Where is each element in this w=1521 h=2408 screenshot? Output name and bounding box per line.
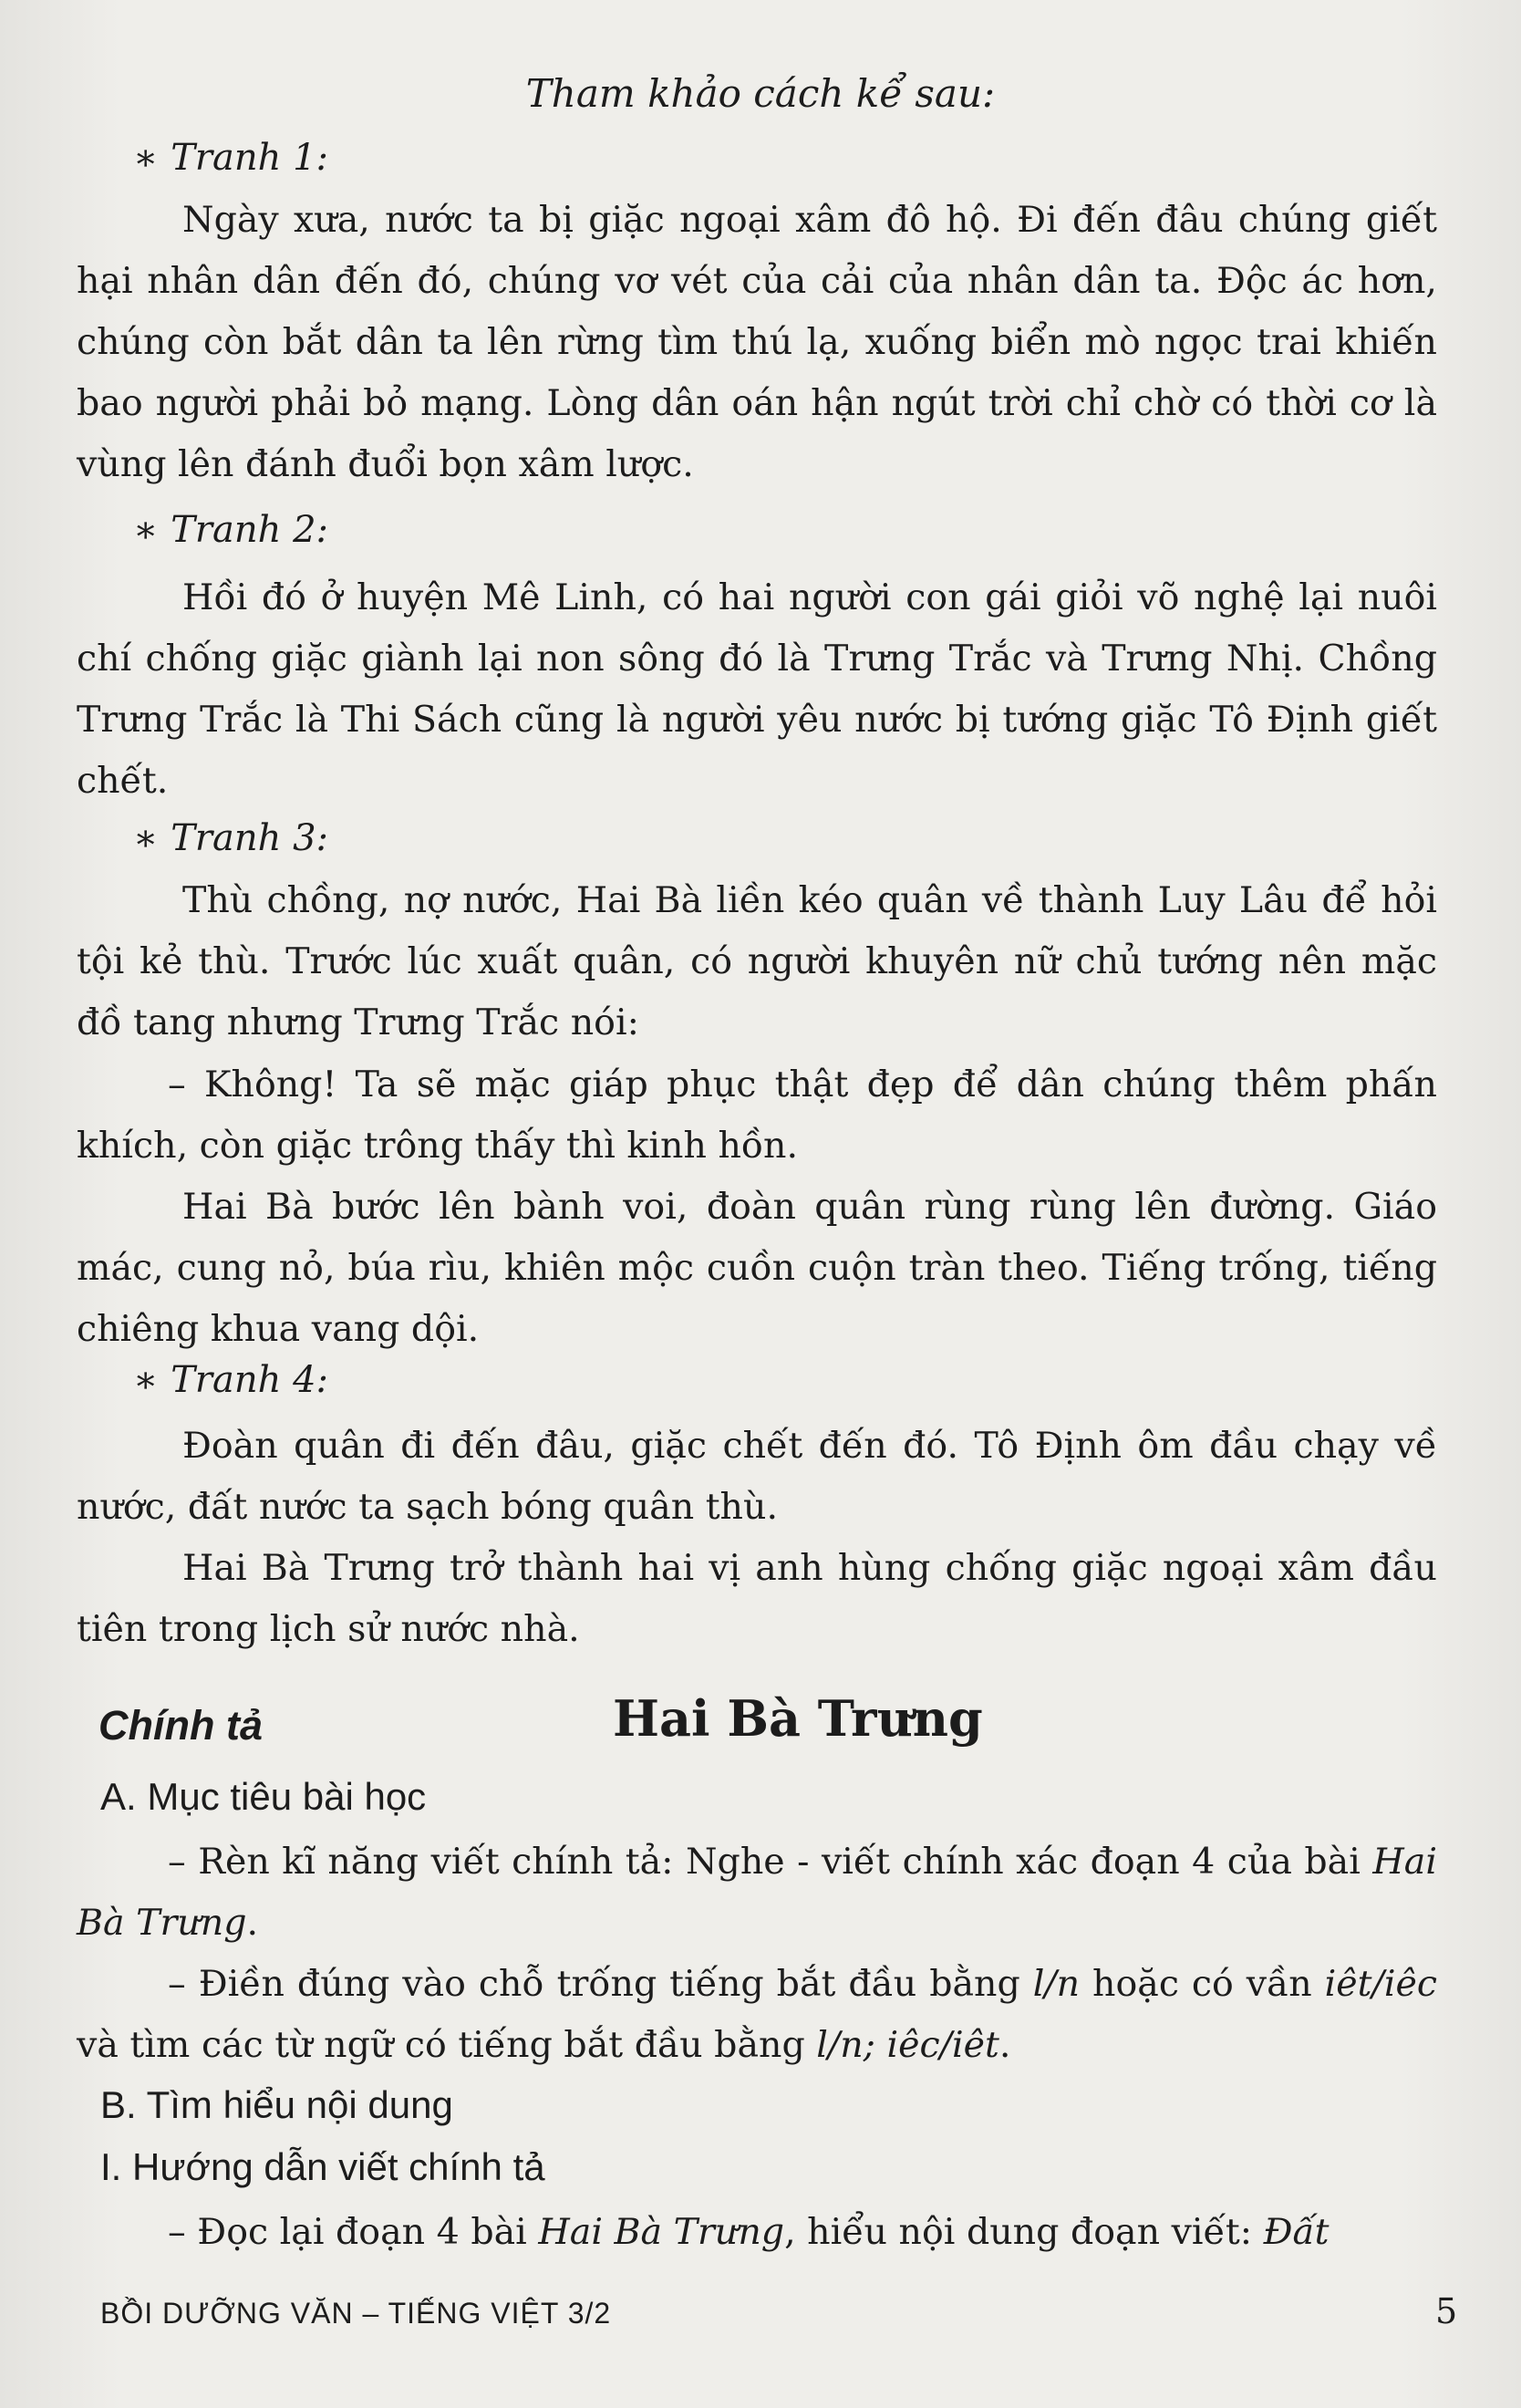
instruction-text: – Đọc lại đoạn 4 bài [168, 2211, 539, 2253]
objective-2-term-3: l/n; iêc/iêt [816, 2024, 999, 2066]
objective-1-text: – Rèn kĩ năng viết chính tả: Nghe - viết chính xác đoạn 4 của bài [168, 1841, 1373, 1883]
tranh-4-label-text: Tranh 4: [171, 1359, 328, 1401]
objective-2-term-2: iêt/iêc [1324, 1963, 1437, 2005]
tranh-4-label [133, 1359, 328, 1401]
tranh-3-label-text: Tranh 3: [171, 817, 328, 859]
asterisk-icon: ∗ [133, 1359, 159, 1401]
tranh-2-label-text: Tranh 2: [171, 509, 328, 551]
objective-2-text-3: và tìm các từ ngữ có tiếng bắt đầu bằng [77, 2024, 817, 2066]
instruction-text-2: , hiểu nội dung đoạn viết: [784, 2211, 1264, 2253]
instruction-quote-start: Đất [1263, 2211, 1330, 2253]
objective-2-end: . [998, 2024, 1011, 2066]
footer-book-title: BỒI DƯỠNG VĂN – TIẾNG VIỆT 3/2 [100, 2297, 612, 2330]
objective-2-term-1: l/n [1032, 1963, 1081, 2005]
tranh-2-label [133, 509, 328, 551]
objective-1-title: Hai Bà Trưng [77, 1841, 1437, 1944]
tranh-1-label-text: Tranh 1: [171, 137, 328, 179]
asterisk-icon: ∗ [133, 509, 159, 551]
tranh-3-paragraph-3: Hai Bà bước lên bành voi, đoàn quân rùng rùng lên đường. Giáo mác, cung nỏ, búa rìu, khiên mộc cuồn cuộn tràn theo. Tiếng trống, tiếng chiêng khua vang dội. [77, 1186, 1437, 1350]
tranh-3-paragraph-1: Thù chồng, nợ nước, Hai Bà liền kéo quân về thành Luy Lâu để hỏi tội kẻ thù. Trước lúc xuất quân, có người khuyên nữ chủ tướng nên mặc đồ tang nhưng Trưng Trắc nói: [77, 879, 1437, 1043]
instruction-title: Hai Bà Trưng [538, 2211, 785, 2253]
objective-2 [77, 1954, 1437, 2076]
tranh-3-label [133, 817, 328, 859]
objective-2-text-2: hoặc có vần [1080, 1963, 1325, 2005]
heading-a: A. Mục tiêu bài học [100, 1775, 427, 1818]
lesson-title: Hai Bà Trưng [613, 1689, 983, 1748]
tranh-1-paragraph: Ngày xưa, nước ta bị giặc ngoại xâm đô hộ. Đi đến đâu chúng giết hại nhân dân đến đó, chúng vơ vét của cải của nhân dân ta. Độc ác hơn, chúng còn bắt dân ta lên rừng tìm thú lạ, xuống biển mò ngọc trai khiến bao người phải bỏ mạng. Lòng dân oán hận ngút trời chỉ chờ có thời cơ là vùng lên đánh đuổi bọn xâm lược. [77, 199, 1437, 485]
page-number: 5 [1435, 2291, 1458, 2331]
tranh-1-label [133, 137, 328, 179]
intro-line: Tham khảo cách kể sau: [525, 71, 996, 116]
heading-b: B. Tìm hiểu nội dung [100, 2083, 453, 2126]
objective-2-text: – Điền đúng vào chỗ trống tiếng bắt đầu bằng [168, 1963, 1033, 2005]
objective-1 [77, 1832, 1437, 1954]
tranh-4-paragraph-1: Đoàn quân đi đến đâu, giặc chết đến đó. Tô Định ôm đầu chạy về nước, đất nước ta sạch bóng quân thù. [77, 1425, 1437, 1528]
objective-1-end: . [246, 1902, 259, 1944]
tranh-2-paragraph: Hồi đó ở huyện Mê Linh, có hai người con gái giỏi võ nghệ lại nuôi chí chống giặc giành lại non sông đó là Trưng Trắc và Trưng Nhị. Chồng Trưng Trắc là Thi Sách cũng là người yêu nước bị tướng giặc Tô Định giết chết. [77, 576, 1437, 802]
section-label-chinh-ta: Chính tả [98, 1702, 263, 1749]
instruction-line [77, 2202, 1437, 2263]
heading-i: I. Hướng dẫn viết chính tả [100, 2145, 545, 2188]
asterisk-icon: ∗ [133, 137, 159, 179]
tranh-4-paragraph-2: Hai Bà Trưng trở thành hai vị anh hùng chống giặc ngoại xâm đầu tiên trong lịch sử nước nhà. [77, 1547, 1437, 1650]
tranh-3-dialogue: – Không! Ta sẽ mặc giáp phục thật đẹp để dân chúng thêm phấn khích, còn giặc trông thấy thì kinh hồn. [77, 1064, 1437, 1167]
asterisk-icon: ∗ [133, 817, 159, 859]
